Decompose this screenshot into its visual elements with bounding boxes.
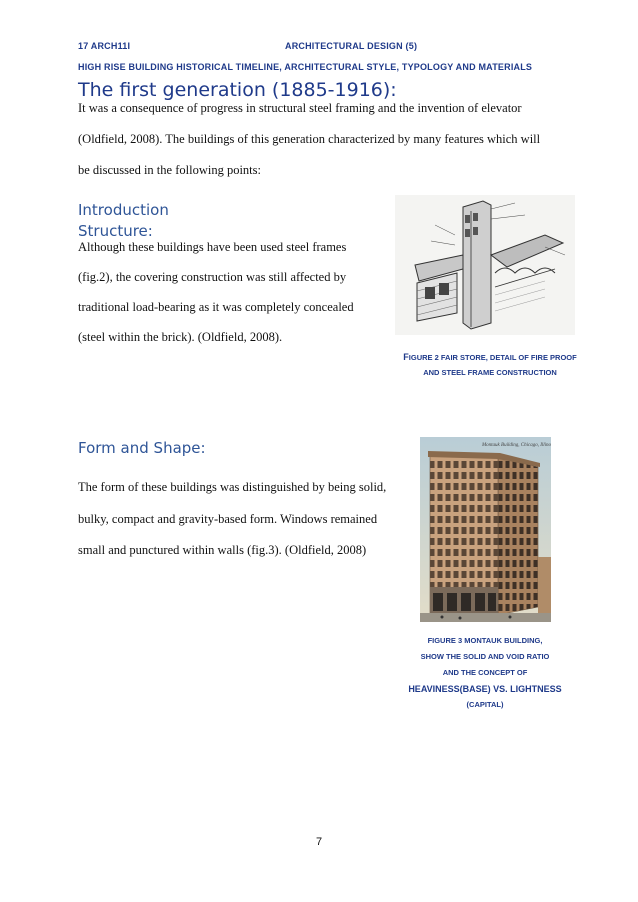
figure-3-caption-line-3: AND THE CONCEPT OF: [442, 668, 528, 677]
figure-3-caption-line-1: FIGURE 3 MONTAUK BUILDING,: [427, 636, 543, 645]
structure-line-3: traditional load-bearing as it was completely concealed: [78, 300, 354, 314]
header-course: 17 ARCH11I: [78, 41, 131, 51]
form-line-3: small and punctured within walls (fig.3). (Oldfield, 2008): [78, 543, 367, 557]
structure-line-2: (fig.2), the covering construction was still affected by: [78, 270, 347, 284]
form-line-2: bulky, compact and gravity-based form. Windows remained: [78, 512, 378, 526]
page-number: 7: [316, 836, 323, 848]
form-line-1: The form of these buildings was distinguished by being solid,: [78, 480, 387, 494]
page-title: The first generation (1885-1916):: [78, 79, 397, 101]
introduction-heading: Introduction: [78, 201, 169, 219]
header-module: ARCHITECTURAL DESIGN (5): [285, 41, 418, 51]
figure-3-image: [420, 437, 551, 622]
montauk-building-illustration: [420, 437, 551, 622]
figure-3-caption-line-2: SHOW THE SOLID AND VOID RATIO: [420, 652, 550, 661]
figure-2-caption-line-1: FIGURE 2 FAIR STORE, DETAIL OF FIRE PROOF: [403, 352, 577, 362]
structure-line-1: Although these buildings have been used steel frames: [78, 240, 347, 254]
figure-2-caption: [390, 350, 590, 380]
figure-2-image: [395, 195, 575, 335]
figure-3-caption-line-4: HEAVINESS(BASE) VS. LIGHTNESS: [408, 684, 562, 694]
figure-3-caption: [400, 633, 570, 713]
steel-frame-detail-drawing: [395, 195, 575, 335]
form-heading: Form and Shape:: [78, 439, 206, 457]
figure-3-caption-line-5: (CAPITAL): [466, 700, 504, 709]
intro-line-3: be discussed in the following points:: [78, 163, 261, 177]
structure-heading: Structure:: [78, 222, 153, 240]
figure-3-image-label: Montauk Building, Chicago, Illinois: [482, 443, 551, 448]
structure-line-4: (steel within the brick). (Oldfield, 2008).: [78, 330, 283, 344]
intro-line-1: It was a consequence of progress in structural steel framing and the invention of elevator: [78, 101, 522, 115]
figure-2-caption-line-2: AND STEEL FRAME CONSTRUCTION: [423, 368, 557, 377]
header-subtitle: HIGH RISE BUILDING HISTORICAL TIMELINE, ARCHITECTURAL STYLE, TYPOLOGY AND MATERIALS: [78, 62, 533, 72]
intro-line-2: (Oldfield, 2008). The buildings of this generation characterized by many features which will: [78, 132, 541, 146]
